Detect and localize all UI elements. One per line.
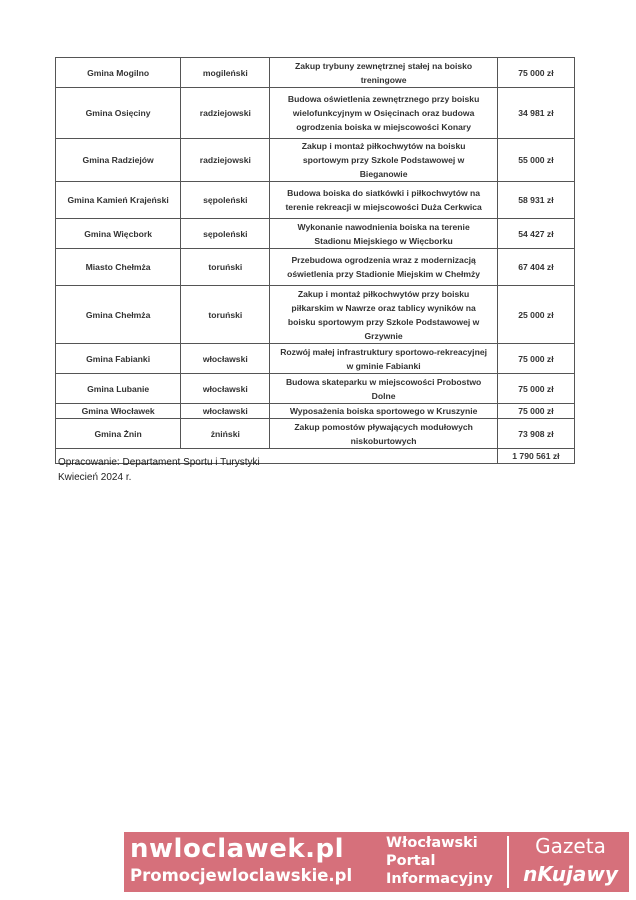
- source-note: Opracowanie: Departament Sportu i Turystyki: [58, 457, 260, 468]
- zadanie-cell: Budowa oświetlenia zewnętrznego przy boisku wielofunkcyjnym w Osięcinach oraz budowa ogrodzenia boiska w miejscowości Konary: [270, 88, 497, 139]
- gmina-cell: Gmina Włocławek: [56, 404, 181, 419]
- table-row: [56, 286, 575, 344]
- powiat-cell: włocławski: [181, 374, 270, 404]
- portal-line: Włocławski: [386, 835, 478, 851]
- zadanie-cell: Zakup pomostów pływających modułowych niskoburtowych: [270, 419, 497, 449]
- portal-line: Portal: [386, 853, 436, 869]
- table-row: [56, 58, 575, 88]
- footnotes: [58, 455, 260, 485]
- powiat-cell: radziejowski: [181, 88, 270, 139]
- table-row: [56, 419, 575, 449]
- table-row: [56, 182, 575, 219]
- kwota-cell: 58 931 zł: [497, 182, 574, 219]
- powiat-cell: włocławski: [181, 404, 270, 419]
- kwota-cell: 75 000 zł: [497, 344, 574, 374]
- gmina-cell: Miasto Chełmża: [56, 249, 181, 286]
- table-row: [56, 219, 575, 249]
- table-row: [56, 344, 575, 374]
- portal-text: [386, 834, 506, 890]
- gmina-cell: Gmina Mogilno: [56, 58, 181, 88]
- zadanie-cell: Zakup i montaż piłkochwytów przy boisku piłkarskim w Nawrze oraz tablicy wyników na boisku sportowym przy Szkole Podstawowej w Grzywnie: [270, 286, 497, 344]
- kwota-cell: 75 000 zł: [497, 404, 574, 419]
- kwota-cell: 73 908 zł: [497, 419, 574, 449]
- gmina-cell: Gmina Chełmża: [56, 286, 181, 344]
- zadanie-cell: Budowa skateparku w miejscowości Probostwo Dolne: [270, 374, 497, 404]
- kwota-cell: 75 000 zł: [497, 374, 574, 404]
- powiat-cell: sępoleński: [181, 182, 270, 219]
- powiat-cell: włocławski: [181, 344, 270, 374]
- gmina-cell: Gmina Osięciny: [56, 88, 181, 139]
- gazeta-logo: [512, 832, 629, 892]
- zadanie-cell: Przebudowa ogrodzenia wraz z modernizacją oświetlenia przy Stadionie Miejskim w Chełmży: [270, 249, 497, 286]
- gmina-cell: Gmina Lubanie: [56, 374, 181, 404]
- kwota-cell: 34 981 zł: [497, 88, 574, 139]
- table-row: [56, 249, 575, 286]
- grants-table: [55, 57, 575, 464]
- banner-left: [124, 832, 381, 892]
- powiat-cell: toruński: [181, 249, 270, 286]
- gmina-cell: Gmina Radziejów: [56, 139, 181, 182]
- promo-name: Promocjewloclawskie.pl: [130, 866, 353, 885]
- zadanie-cell: Budowa boiska do siatkówki i piłkochwytów na terenie rekreacji w miejscowości Duża Cerkwica: [270, 182, 497, 219]
- portal-line: Informacyjny: [386, 871, 493, 887]
- zadanie-cell: Wyposażenia boiska sportowego w Kruszynie: [270, 404, 497, 419]
- kwota-cell: 55 000 zł: [497, 139, 574, 182]
- gmina-cell: Gmina Żnin: [56, 419, 181, 449]
- gazeta-label: Gazeta: [535, 834, 606, 858]
- table-row: [56, 88, 575, 139]
- site-name: nwloclawek.pl: [130, 834, 345, 864]
- banner-divider: [507, 836, 509, 888]
- gmina-cell: Gmina Fabianki: [56, 344, 181, 374]
- gmina-cell: Gmina Więcbork: [56, 219, 181, 249]
- powiat-cell: sępoleński: [181, 219, 270, 249]
- kwota-cell: 54 427 zł: [497, 219, 574, 249]
- date-note: Kwiecień 2024 r.: [58, 472, 132, 483]
- kwota-cell: 25 000 zł: [497, 286, 574, 344]
- table-row: [56, 404, 575, 419]
- zadanie-cell: Zakup i montaż piłkochwytów na boisku sportowym przy Szkole Podstawowej w Bieganowie: [270, 139, 497, 182]
- table-row: [56, 374, 575, 404]
- zadanie-cell: Zakup trybuny zewnętrznej stałej na boisko treningowe: [270, 58, 497, 88]
- powiat-cell: radziejowski: [181, 139, 270, 182]
- kwota-cell: 75 000 zł: [497, 58, 574, 88]
- powiat-cell: toruński: [181, 286, 270, 344]
- total-amount: 1 790 561 zł: [497, 449, 574, 464]
- table-row: [56, 139, 575, 182]
- zadanie-cell: Wykonanie nawodnienia boiska na terenie Stadionu Miejskiego w Więcborku: [270, 219, 497, 249]
- powiat-cell: żniński: [181, 419, 270, 449]
- kwota-cell: 67 404 zł: [497, 249, 574, 286]
- gmina-cell: Gmina Kamień Krajeński: [56, 182, 181, 219]
- nkujawy-label: nKujawy: [523, 862, 618, 886]
- powiat-cell: mogileński: [181, 58, 270, 88]
- watermark-banner: [124, 832, 629, 892]
- zadanie-cell: Rozwój małej infrastruktury sportowo-rekreacyjnej w gminie Fabianki: [270, 344, 497, 374]
